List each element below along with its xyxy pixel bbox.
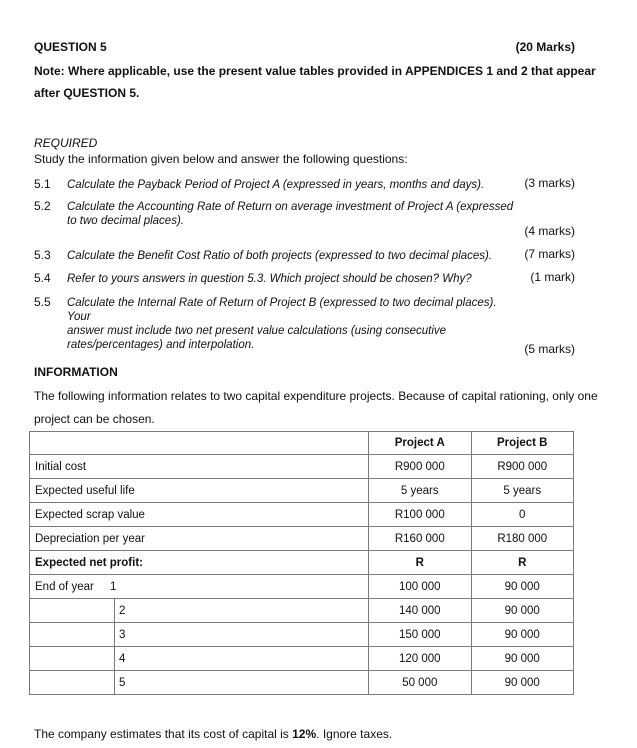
question-marks: (3 marks) (524, 176, 575, 190)
table-row (30, 479, 574, 503)
end-of-year-label: End of year (35, 580, 94, 593)
question-text (67, 272, 472, 286)
project-b-value: 90 000 (471, 671, 573, 695)
question-line: Calculate the Payback Period of Project A (expressed in years, months and days). (67, 179, 485, 191)
year-label-cell (30, 599, 369, 623)
question-line: to two decimal places). (67, 215, 184, 227)
table-row-year (30, 647, 574, 671)
question-text (67, 249, 492, 263)
year-spacer (30, 671, 114, 694)
year-label-cell (30, 671, 369, 695)
row-label: Expected scrap value (30, 503, 369, 527)
year-number-text: 1 (110, 580, 117, 593)
cost-of-capital-note (34, 727, 392, 741)
table-row-year (30, 575, 574, 599)
required-intro: Study the information given below and answer the following questions: (34, 152, 408, 166)
year-number: 2 (114, 599, 368, 622)
year-label-cell (30, 647, 369, 671)
row-label: Initial cost (30, 455, 369, 479)
project-a-value: 120 000 (369, 647, 471, 671)
year-label-cell (30, 623, 369, 647)
year-spacer (30, 599, 114, 622)
question-number: 5.2 (34, 199, 51, 213)
question-title: QUESTION 5 (34, 40, 107, 54)
question-text (67, 200, 513, 228)
project-a-value: R (369, 551, 471, 575)
project-b-value: R (471, 551, 573, 575)
row-label: Expected useful life (30, 479, 369, 503)
year-label-cell (30, 575, 369, 599)
year-number: 3 (114, 623, 368, 646)
project-a-value: 5 years (369, 479, 471, 503)
year-number: 4 (114, 647, 368, 670)
question-marks: (4 marks) (524, 224, 575, 238)
project-b-value: R180 000 (471, 527, 573, 551)
question-text (67, 178, 484, 192)
table-row (30, 527, 574, 551)
project-a-value: 50 000 (369, 671, 471, 695)
project-b-value: R900 000 (471, 455, 573, 479)
information-text-line-1: The following information relates to two capital expenditure projects. Because of capital rationing, only one (34, 389, 598, 403)
note-line-1: Note: Where applicable, use the present value tables provided in APPENDICES 1 and 2 that appear (34, 64, 596, 78)
information-heading: INFORMATION (34, 365, 118, 379)
project-a-value: R100 000 (369, 503, 471, 527)
project-b-value: 90 000 (471, 623, 573, 647)
required-heading: REQUIRED (34, 136, 98, 150)
question-line: rates/percentages) and interpolation. (67, 339, 255, 351)
question-line: Refer to yours answers in question 5.3. Which project should be chosen? Why? (67, 273, 472, 285)
project-a-value: R900 000 (369, 455, 471, 479)
cost-of-capital-suffix: . Ignore taxes. (316, 727, 393, 741)
table-header-row (30, 432, 574, 455)
project-a-value: R160 000 (369, 527, 471, 551)
project-b-value: 5 years (471, 479, 573, 503)
table-row (30, 551, 574, 575)
header-project-b: Project B (471, 432, 573, 455)
question-number: 5.4 (34, 271, 51, 285)
question-number: 5.5 (34, 295, 51, 309)
question-marks: (5 marks) (524, 342, 575, 356)
header-project-a: Project A (369, 432, 471, 455)
question-marks: (20 Marks) (515, 40, 575, 54)
question-line: Calculate the Internal Rate of Return of Project B (expressed to two decimal places). Your (67, 297, 497, 323)
question-number: 5.3 (34, 248, 51, 262)
year-number (110, 575, 368, 598)
question-text (67, 296, 510, 352)
cost-of-capital-prefix: The company estimates that its cost of capital is (34, 727, 293, 741)
note-line-2: after QUESTION 5. (34, 86, 140, 100)
question-marks: (7 marks) (524, 247, 575, 261)
year-number: 5 (114, 671, 368, 694)
project-b-value: 90 000 (471, 599, 573, 623)
information-text-line-2: project can be chosen. (34, 412, 155, 426)
project-a-value: 100 000 (369, 575, 471, 599)
header-cell-blank (30, 432, 369, 455)
project-a-value: 140 000 (369, 599, 471, 623)
project-a-value: 150 000 (369, 623, 471, 647)
table-row-year (30, 623, 574, 647)
question-marks: (1 mark) (530, 270, 575, 284)
question-number: 5.1 (34, 177, 51, 191)
question-line: Calculate the Benefit Cost Ratio of both projects (expressed to two decimal places). (67, 250, 493, 262)
project-b-value: 90 000 (471, 575, 573, 599)
row-label: Expected net profit: (30, 551, 369, 575)
table-row (30, 503, 574, 527)
year-spacer (30, 623, 114, 646)
table-row-year (30, 671, 574, 695)
project-b-value: 0 (471, 503, 573, 527)
project-b-value: 90 000 (471, 647, 573, 671)
table-row-year (30, 599, 574, 623)
question-line: answer must include two net present value calculations (using consecutive (67, 325, 447, 337)
row-label: Depreciation per year (30, 527, 369, 551)
cost-of-capital-rate: 12% (292, 727, 317, 741)
project-comparison-table (29, 431, 574, 695)
question-line: Calculate the Accounting Rate of Return on average investment of Project A (expressed (67, 201, 514, 213)
table-row (30, 455, 574, 479)
year-spacer (30, 647, 114, 670)
